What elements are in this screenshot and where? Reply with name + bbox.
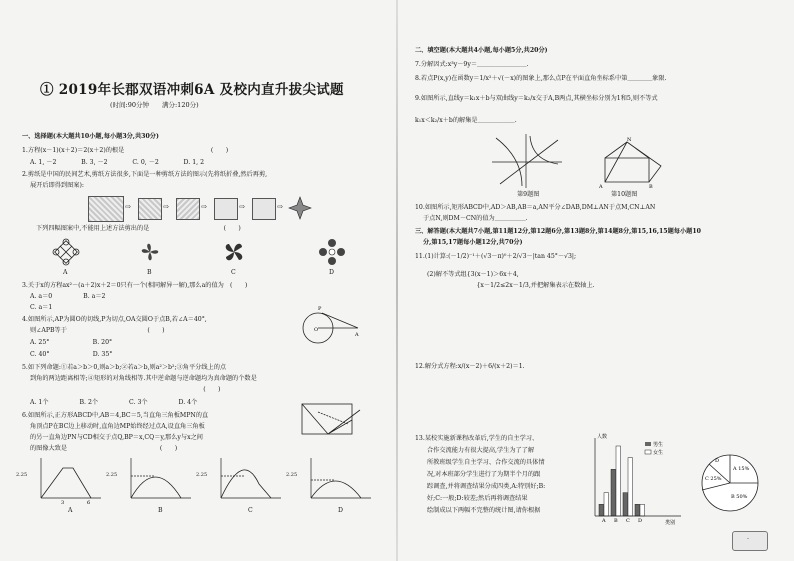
arrow-icon: ⇨ xyxy=(277,203,283,211)
bar-C-0 xyxy=(623,493,628,516)
page-title: ① 2019年长郡双语冲刺6A 及校内直升拔尖试题 xyxy=(40,82,344,98)
question-6-line-1: 6.如图所示,正方形ABCD中,AB＝4,BC＝5,当直角三角板MPN的直 xyxy=(22,412,209,419)
pie-label-d: D xyxy=(715,458,720,464)
paper-step-3 xyxy=(176,198,200,220)
question-13-line-2: 合作交流能力有很大提高,学生为了了解 xyxy=(427,447,535,454)
svg-text:3: 3 xyxy=(61,500,65,506)
chart-x-axis-label: 类别 xyxy=(665,520,676,526)
chart-y-axis-label: 人数 xyxy=(597,434,608,440)
svg-text:N: N xyxy=(627,137,632,143)
legend-swatch-boys xyxy=(645,442,651,446)
pattern-knot-icon xyxy=(52,238,80,266)
section-heading-3: 三、解答题(本大题共7小题,第11题12分,第12题6分,第13题8分,第14题8分,第15,16,15题每小题10 xyxy=(415,228,701,235)
question-4-line-2: 则∠APB等于 ( ) xyxy=(30,327,165,334)
arrow-icon: ⇨ xyxy=(201,203,207,211)
question-7: 7.分解因式:x³y－9y＝＿＿＿＿＿＿＿＿. xyxy=(415,61,529,68)
graph-option-a xyxy=(35,454,105,504)
question-12: 12.解分式方程:x/(x－2)＋6/(x＋2)＝1. xyxy=(415,363,525,370)
question-11: 11.(1)计算:(－1/2)⁻¹＋(√3－π)⁰＋2/√3－|tan 45°－√3|; xyxy=(415,253,577,260)
page-number-badge: · xyxy=(732,531,768,551)
question-4-line-1: 4.如图所示,AP为圆O的切线,P为切点,OA交圆O于点B,若∠A＝40°, xyxy=(22,316,207,323)
legend-swatch-girls xyxy=(645,450,651,454)
pattern-leaves-icon xyxy=(136,238,164,266)
question-8: 8.若点P(x,y)在函数y＝1/x²＋√(－x)的图象上,那么点P在平面直角坐标系中第＿＿＿＿象限. xyxy=(415,75,667,82)
question-2-prompt: 下列四幅图案中,不能用上述方法剪出的是 ( ) xyxy=(36,225,241,232)
option-a-label: A xyxy=(63,269,68,276)
question-6-line-2: 角顶点P在BC边上移动时,直角边MP始终经过点A,设直角三角板 xyxy=(30,423,205,430)
circle-tangent-figure xyxy=(300,300,360,350)
graph-option-b xyxy=(125,454,195,504)
option-d-label: D xyxy=(329,269,334,276)
arrow-icon: ⇨ xyxy=(239,203,245,211)
paper-step-5 xyxy=(252,198,276,220)
section-heading-2: 二、填空题(本大题共4小题,每小题5分,共20分) xyxy=(415,47,548,54)
svg-text:P: P xyxy=(318,306,322,312)
question-3-options: A. a＝0 B. a＝2 xyxy=(30,293,106,300)
graph-b-label: B xyxy=(158,507,163,514)
question-4-options-2: C. 40° D. 35° xyxy=(30,351,113,358)
bar-A-1 xyxy=(604,493,609,516)
svg-text:6: 6 xyxy=(87,500,91,506)
question-5-line-1: 5.如下列命题:①若a＞b＞0,则a＞b;②若a＞b,则a²＞b²;③角平分线上的点 xyxy=(22,364,227,371)
graph-option-c xyxy=(215,454,285,504)
bar-D-1 xyxy=(640,504,645,516)
legend-label-girls: 女生 xyxy=(653,450,664,456)
legend-label-boys: 男生 xyxy=(653,442,664,448)
question-9-line-1: 9.如图所示,直线y＝k₁x＋b与双曲线y＝k₂/x交于A,B两点,其横坐标分别为1和5,则不等式 xyxy=(415,95,658,102)
svg-text:O: O xyxy=(314,327,319,333)
right-page xyxy=(397,0,794,561)
bar-B-1 xyxy=(616,446,621,516)
question-4-options-1: A. 25° B. 20° xyxy=(30,339,113,346)
question-13-line-7: 绘制成以下两幅不完整的统计图,请你根据 xyxy=(427,507,541,514)
paper-step-4 xyxy=(214,198,238,220)
rectangle-figure xyxy=(597,138,677,188)
graph-option-d xyxy=(305,454,375,504)
square-triangle-figure xyxy=(298,400,368,440)
svg-text:A: A xyxy=(599,184,603,190)
pie-chart xyxy=(697,450,763,516)
figure-10-caption: 第10题图 xyxy=(611,191,638,198)
paper-step-1 xyxy=(88,196,124,222)
graph-d-label: D xyxy=(338,507,343,514)
pie-label-c: C 25% xyxy=(705,476,722,482)
question-2-line-1: 2.剪纸是中国的民间艺术,剪纸方法很多,下面是一种剪纸方法的图示(先将纸折叠,然后再剪, xyxy=(22,171,268,178)
graph-a-label: A xyxy=(68,507,73,514)
question-13-line-4: 况,对本班部分学生进行了为期半个月的跟 xyxy=(427,471,541,478)
question-13-line-5: 踪调查,并将调查结果分成四类,A:特别好;B: xyxy=(427,483,546,490)
category-label-D: D xyxy=(638,518,643,524)
arrow-icon: ⇨ xyxy=(163,203,169,211)
question-11-part-2-line-2: {x－1/2≤2x－1/3,并把解集表示在数轴上. xyxy=(427,282,595,289)
section-heading-3-cont: 分,第15,17题每小题12分,共70分) xyxy=(423,239,523,246)
question-13-line-3: 所教班级学生自主学习、合作交流的具体情 xyxy=(427,459,545,466)
graph-tick-label: 2.25 xyxy=(286,472,298,478)
pie-label-a: A 15% xyxy=(733,466,750,472)
svg-text:A: A xyxy=(355,332,359,338)
question-11-part-2-line-1: (2)解不等式组{3(x－1)＞6x＋4, xyxy=(427,271,519,278)
arrow-icon: ⇨ xyxy=(125,203,131,211)
question-10-line-2: 于点N,则DM－CN的值为＿＿＿＿＿. xyxy=(423,215,528,222)
option-c-label: C xyxy=(231,269,236,276)
question-1-options: A. 1, －2 B. 3, －2 C. 0, －2 D. 1, 2 xyxy=(30,159,205,166)
paper-step-2 xyxy=(138,198,162,220)
category-label-C: C xyxy=(626,518,630,524)
bar-D-0 xyxy=(635,504,640,516)
question-10-line-1: 10.如图所示,矩形ABCD中,AD＞AB,AB＝a,AN平分∠DAB,DM⊥AN于点M,CN⊥AN xyxy=(415,204,656,211)
question-5-line-3: ( ) xyxy=(30,386,221,393)
graph-tick-label: 2.25 xyxy=(16,472,28,478)
graph-c-label: C xyxy=(248,507,253,514)
graph-tick-label: 2.25 xyxy=(106,472,118,478)
cut-result-icon xyxy=(288,196,312,220)
category-label-B: B xyxy=(614,518,618,524)
section-heading-1: 一、选择题(本大题共10小题,每小题3分,共30分) xyxy=(22,133,159,140)
category-label-A: A xyxy=(602,518,606,524)
bar-C-1 xyxy=(628,458,633,516)
bar-chart xyxy=(587,432,687,526)
question-6-line-4: 的图像大致是 ( ) xyxy=(30,445,178,452)
question-6-line-3: 的另一直角边PN与CD相交于点Q,BP＝x,CQ＝y,那么y与x之间 xyxy=(30,434,203,441)
pie-label-b: B 50% xyxy=(731,494,748,500)
question-3-options-2: C. a＝1 xyxy=(30,304,53,311)
graph-tick-label: 2.25 xyxy=(196,472,208,478)
question-5-options: A. 1个 B. 2个 C. 3个 D. 4个 xyxy=(30,399,198,406)
exam-info: (时间:90分钟 满分:120分) xyxy=(110,101,199,109)
question-3: 3.关于x的方程ax²－(a＋2)x＋2＝0只有一个(相同解异一解),那么a的值为 ( ) xyxy=(22,282,248,289)
question-13-line-1: 13.某校实施新课程改革后,学生的自主学习、 xyxy=(415,435,539,442)
figure-9-caption: 第9题图 xyxy=(517,191,540,198)
question-1: 1.方程(x－1)(x＋2)＝2(x＋2)的根是 ( ) xyxy=(22,147,229,154)
question-2-line-2: 展开后即得到图案): xyxy=(30,182,84,189)
option-b-label: B xyxy=(147,269,152,276)
pattern-flower-icon xyxy=(318,238,346,266)
question-5-line-2: 到角的两边距离相等;④矩形的对角线相等.其中逆命题与逆命题均为真命题的个数是 xyxy=(30,375,257,382)
hyperbola-figure xyxy=(492,134,562,188)
question-13-line-6: 好;C:一般;D:较差;然后再将调查结果 xyxy=(427,495,528,502)
svg-text:B: B xyxy=(649,184,653,190)
bar-B-0 xyxy=(611,469,616,516)
pattern-pinwheel-icon xyxy=(220,238,248,266)
question-9-line-2: k₁x＜k₂/x＋b的解集是＿＿＿＿＿＿. xyxy=(415,117,517,124)
bar-A-0 xyxy=(599,504,604,516)
